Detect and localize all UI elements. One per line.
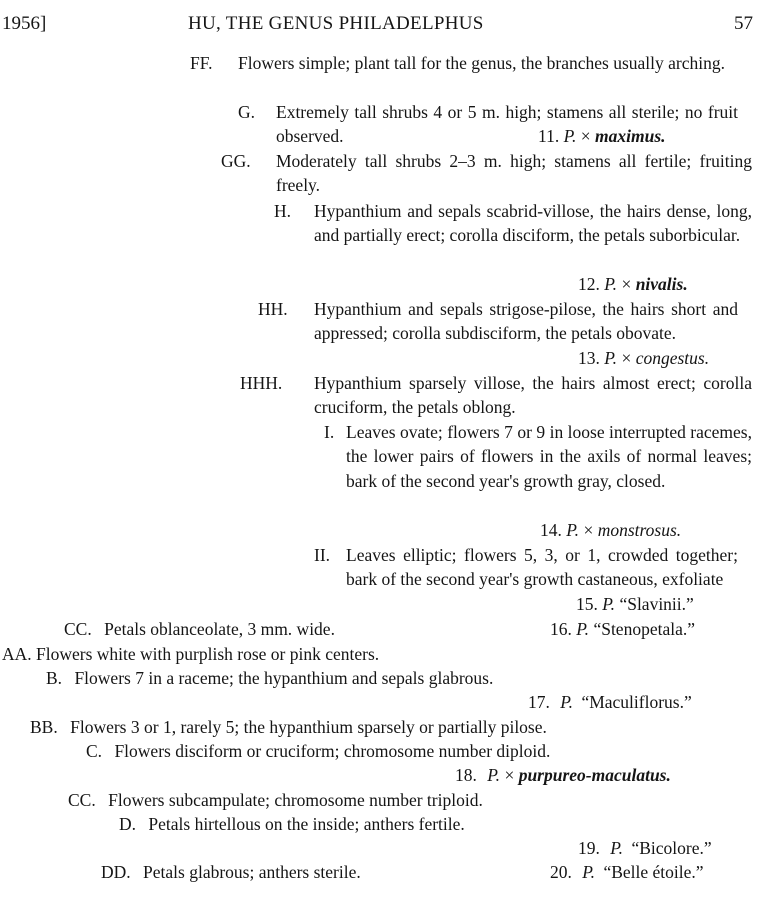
taxon-species: congestus. xyxy=(635,348,710,368)
key-entry-i xyxy=(324,420,752,493)
taxon-genus: P. xyxy=(582,862,596,882)
hybrid-sign: × xyxy=(504,765,515,785)
key-entry-gg xyxy=(221,149,752,198)
taxon-result-16 xyxy=(550,617,695,641)
taxon-genus: P. xyxy=(602,594,616,614)
key-text: Petals glabrous; anthers sterile. xyxy=(143,862,361,882)
key-entry-hh xyxy=(258,297,752,346)
taxon-number: 19. xyxy=(578,838,600,858)
taxon-genus: P. xyxy=(604,348,618,368)
taxon-result-12 xyxy=(578,272,688,296)
key-text: Flowers white with purplish rose or pink centers. xyxy=(36,644,380,664)
key-text: Hypanthium sparsely villose, the hairs almost erect; corolla cruciform, the petals oblong. xyxy=(314,373,752,418)
taxon-number: 18. xyxy=(455,765,477,785)
taxon-result-11 xyxy=(538,124,666,148)
key-text: Petals oblanceolate, 3 mm. wide. xyxy=(104,619,335,639)
taxon-species: “Stenopetala.” xyxy=(593,619,695,639)
page-number: 57 xyxy=(734,13,753,34)
key-label: HHH. xyxy=(240,373,283,393)
key-label: FF. xyxy=(190,53,213,73)
key-entry-ii xyxy=(314,543,752,592)
key-text: Petals hirtellous on the inside; anthers fertile. xyxy=(148,814,465,834)
taxon-species: monstrosus. xyxy=(597,520,682,540)
key-text: Leaves ovate; flowers 7 or 9 in loose interrupted racemes, the lower pairs of flowers in the axils of normal leaves; bark of the second year's growth gray, closed. xyxy=(346,422,752,491)
key-text: Flowers 7 in a raceme; the hypanthium and sepals glabrous. xyxy=(74,668,494,688)
key-label: AA. xyxy=(2,644,32,664)
key-entry-cc-1 xyxy=(64,617,335,641)
taxon-number: 16. xyxy=(550,619,572,639)
taxon-number: 12. xyxy=(578,274,600,294)
taxon-species: purpureo-maculatus. xyxy=(518,765,671,785)
key-entry-d xyxy=(119,812,465,836)
hybrid-sign: × xyxy=(621,348,632,368)
taxon-result-15 xyxy=(576,592,694,616)
taxon-species: “Bicolore.” xyxy=(631,838,712,858)
key-label: CC. xyxy=(68,790,96,810)
key-text: Flowers subcampulate; chromosome number triploid. xyxy=(108,790,483,810)
key-entry-c xyxy=(86,739,550,763)
taxon-result-19 xyxy=(578,836,712,860)
key-text: Flowers simple; plant tall for the genus, the branches usually arching. xyxy=(238,53,725,73)
key-label: CC. xyxy=(64,619,92,639)
taxon-result-20 xyxy=(550,860,704,884)
key-entry-bb xyxy=(30,715,547,739)
hybrid-sign: × xyxy=(621,274,632,294)
key-label: D. xyxy=(119,814,137,834)
taxon-genus: P. xyxy=(487,765,501,785)
key-entry-b xyxy=(46,666,493,690)
taxon-number: 17. xyxy=(528,692,550,712)
key-text: Flowers disciform or cruciform; chromosome number diploid. xyxy=(114,741,551,761)
header-year: 1956] xyxy=(2,13,47,34)
key-label: G. xyxy=(238,102,256,122)
taxon-result-13 xyxy=(578,346,709,370)
taxon-genus: P. xyxy=(576,619,590,639)
taxon-genus: P. xyxy=(610,838,624,858)
taxon-species: nivalis. xyxy=(635,274,688,294)
key-entry-ff xyxy=(190,51,752,75)
running-title: HU, THE GENUS PHILADELPHUS xyxy=(188,13,484,34)
taxon-genus: P. xyxy=(560,692,574,712)
taxon-result-14 xyxy=(540,518,681,542)
key-entry-cc-2 xyxy=(68,788,483,812)
key-label: HH. xyxy=(258,299,288,319)
key-text: Leaves elliptic; flowers 5, 3, or 1, crowded together; bark of the second year's growth castaneous, exfoliate xyxy=(346,545,738,590)
key-label: DD. xyxy=(101,862,131,882)
taxon-number: 11. xyxy=(538,126,560,146)
key-label: GG. xyxy=(221,151,251,171)
hybrid-sign: × xyxy=(580,126,591,146)
key-text: Hypanthium and sepals strigose-pilose, the hairs short and appressed; corolla subdisciform, the petals obovate. xyxy=(314,299,738,344)
key-entry-hhh xyxy=(240,371,752,420)
key-text: Flowers 3 or 1, rarely 5; the hypanthium sparsely or partially pilose. xyxy=(70,717,547,737)
taxon-number: 13. xyxy=(578,348,600,368)
taxon-number: 14. xyxy=(540,520,562,540)
key-label: BB. xyxy=(30,717,58,737)
taxon-result-17 xyxy=(528,690,692,714)
taxon-species: maximus. xyxy=(595,126,666,146)
taxon-genus: P. xyxy=(563,126,577,146)
key-entry-h xyxy=(274,199,752,248)
taxon-species: “Maculiflorus.” xyxy=(581,692,692,712)
key-label: H. xyxy=(274,201,292,221)
taxon-result-18 xyxy=(455,763,671,787)
key-entry-g xyxy=(238,100,752,149)
key-label: C. xyxy=(86,741,103,761)
key-entry-aa xyxy=(2,642,379,666)
key-text: Hypanthium and sepals scabrid-villose, the hairs dense, long, and partially erect; corolla disciform, the petals suborbicular. xyxy=(314,201,752,246)
taxon-species: “Slavinii.” xyxy=(619,594,694,614)
key-label: II. xyxy=(314,545,331,565)
key-entry-dd xyxy=(101,860,361,884)
taxon-genus: P. xyxy=(604,274,618,294)
key-text: Moderately tall shrubs 2–3 m. high; stamens all fertile; fruiting freely. xyxy=(276,151,752,196)
hybrid-sign: × xyxy=(583,520,594,540)
key-label: B. xyxy=(46,668,63,688)
taxon-genus: P. xyxy=(566,520,580,540)
taxon-species: “Belle étoile.” xyxy=(603,862,704,882)
key-text: Extremely tall shrubs 4 or 5 m. high; stamens all sterile; no fruit observed. xyxy=(276,102,738,147)
taxon-number: 20. xyxy=(550,862,572,882)
taxon-number: 15. xyxy=(576,594,598,614)
key-label: I. xyxy=(324,422,335,442)
